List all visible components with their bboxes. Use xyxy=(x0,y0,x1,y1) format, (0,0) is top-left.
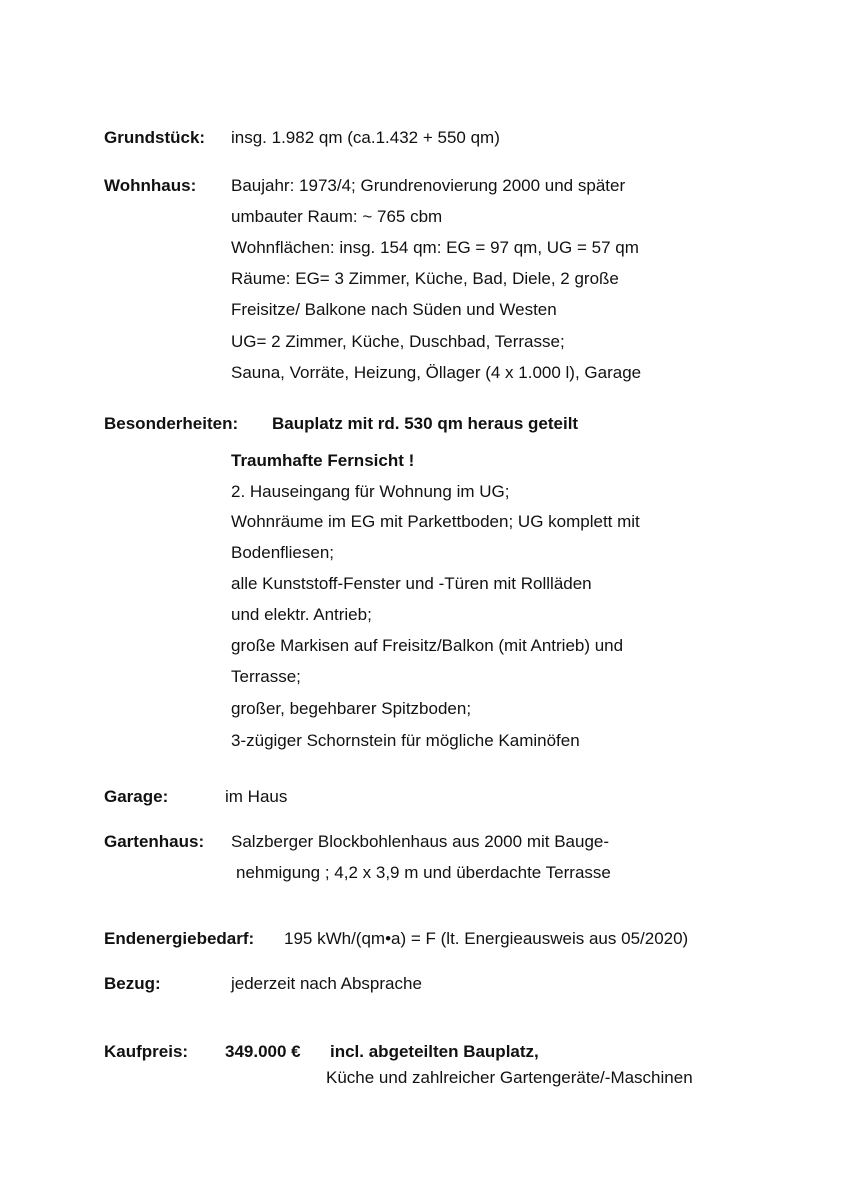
grundstueck-label: Grundstück: xyxy=(104,128,206,147)
kaufpreis-incl: incl. abgeteilten Bauplatz, xyxy=(330,1042,539,1061)
wohnhaus-line: Räume: EG= 3 Zimmer, Küche, Bad, Diele, 2 große xyxy=(231,269,619,288)
wohnhaus-line: Wohnflächen: insg. 154 qm: EG = 97 qm, UG = 57 qm xyxy=(231,238,639,257)
besonderheiten-line: große Markisen auf Freisitz/Balkon (mit Antrieb) und xyxy=(231,636,624,655)
bezug-label: Bezug: xyxy=(104,974,161,993)
besonderheiten-label: Besonderheiten: xyxy=(104,414,239,433)
wohnhaus-line: Baujahr: 1973/4; Grundrenovierung 2000 und später xyxy=(231,176,626,195)
besonderheiten-highlight: Traumhafte Fernsicht ! xyxy=(231,451,415,470)
kaufpreis-label: Kaufpreis: xyxy=(104,1042,189,1061)
besonderheiten-line: Wohnräume im EG mit Parkettboden; UG komplett mit xyxy=(231,512,640,531)
kaufpreis-extra: Küche und zahlreicher Gartengeräte/-Maschinen xyxy=(326,1068,693,1087)
besonderheiten-headline: Bauplatz mit rd. 530 qm heraus geteilt xyxy=(272,414,579,433)
garage-label: Garage: xyxy=(104,787,169,806)
gartenhaus-line: Salzberger Blockbohlenhaus aus 2000 mit Bauge- xyxy=(231,832,610,851)
wohnhaus-line: Freisitze/ Balkone nach Süden und Westen xyxy=(231,300,557,319)
garage-value: im Haus xyxy=(225,787,288,806)
endenergie-label: Endenergiebedarf: xyxy=(104,929,255,948)
wohnhaus-line: UG= 2 Zimmer, Küche, Duschbad, Terrasse; xyxy=(231,332,565,351)
besonderheiten-line: und elektr. Antrieb; xyxy=(231,605,372,624)
gartenhaus-label: Gartenhaus: xyxy=(104,832,205,851)
besonderheiten-line: alle Kunststoff-Fenster und -Türen mit Rollläden xyxy=(231,574,592,593)
besonderheiten-line: großer, begehbarer Spitzboden; xyxy=(231,699,472,718)
gartenhaus-line: nehmigung ; 4,2 x 3,9 m und überdachte Terrasse xyxy=(236,863,611,882)
besonderheiten-line: Terrasse; xyxy=(231,667,301,686)
wohnhaus-line: umbauter Raum: ~ 765 cbm xyxy=(231,207,443,226)
endenergie-value: 195 kWh/(qm•a) = F (lt. Energieausweis aus 05/2020) xyxy=(284,929,689,948)
kaufpreis-price: 349.000 € xyxy=(225,1042,301,1061)
wohnhaus-label: Wohnhaus: xyxy=(104,176,197,195)
besonderheiten-line: Bodenfliesen; xyxy=(231,543,335,562)
grundstueck-value: insg. 1.982 qm (ca.1.432 + 550 qm) xyxy=(231,128,500,147)
bezug-value: jederzeit nach Absprache xyxy=(231,974,422,993)
besonderheiten-line: 2. Hauseingang für Wohnung im UG; xyxy=(231,482,510,501)
wohnhaus-line: Sauna, Vorräte, Heizung, Öllager (4 x 1.000 l), Garage xyxy=(231,363,642,382)
besonderheiten-line: 3-zügiger Schornstein für mögliche Kaminöfen xyxy=(231,731,580,750)
